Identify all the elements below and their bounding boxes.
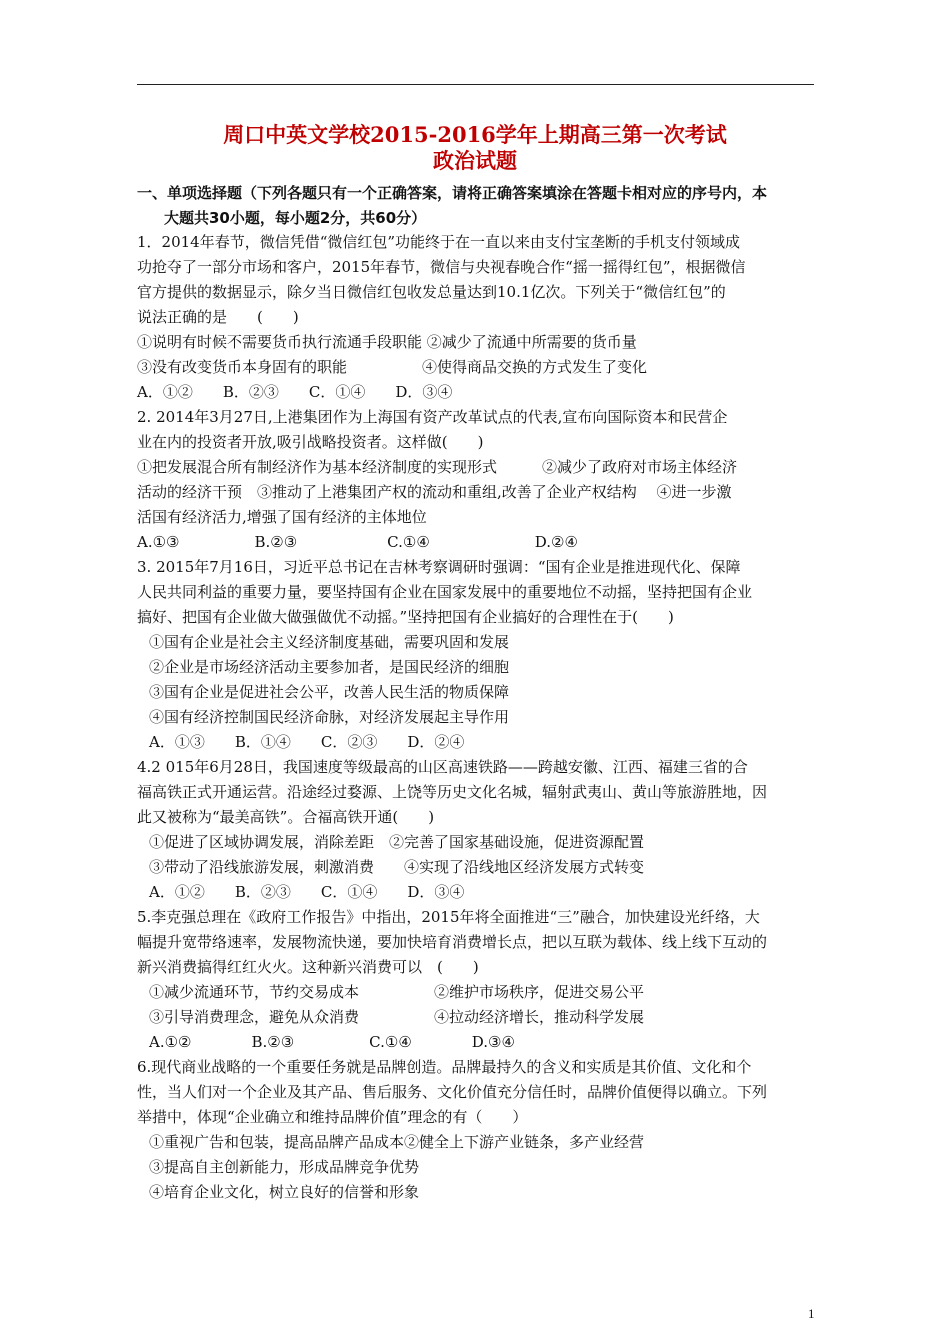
text-line: ①把发展混合所有制经济作为基本经济制度的实现形式 ②减少了政府对市场主体经济 xyxy=(137,458,738,476)
section-heading xyxy=(137,181,819,231)
text-line: A.①③ B.②③ C.①④ D.②④ xyxy=(137,533,578,551)
exam-subtitle: 政治试题 xyxy=(433,148,517,173)
text-line: 新兴消费搞得红红火火。这种新兴消费可以 ( ) xyxy=(137,958,479,976)
text-line: ③没有改变货币本身固有的职能 ④使得商品交换的方式发生了变化 xyxy=(137,358,648,376)
text-line: ①国有企业是社会主义经济制度基础，需要巩固和发展 xyxy=(149,633,510,651)
text-line: ②企业是市场经济活动主要参加者，是国民经济的细胞 xyxy=(149,658,510,676)
question-body xyxy=(137,230,817,1205)
text-line: 2. 2014年3月27日,上港集团作为上海国有资产改革试点的代表,宣布向国际资本和民营企 xyxy=(137,408,728,426)
text-line: 人民共同利益的重要力量，要坚持国有企业在国家发展中的重要地位不动摇，坚持把国有企业 xyxy=(137,583,753,601)
text-line: 功抢夺了一部分市场和客户，2015年春节，微信与央视春晚合作“摇一摇得红包”，根据微信 xyxy=(137,258,746,276)
text-line: 5.李克强总理在《政府工作报告》中指出，2015年将全面推进“三”融合，加快建设光纤络，大 xyxy=(137,908,760,926)
section-heading-line1: 一、单项选择题（下列各题只有一个正确答案，请将正确答案填涂在答题卡相对应的序号内，本 xyxy=(137,184,768,202)
text-line: 举措中，体现“企业确立和维持品牌价值”理念的有（ ） xyxy=(137,1108,528,1126)
text-line: ③提高自主创新能力，形成品牌竞争优势 xyxy=(149,1158,420,1176)
text-line: ①减少流通环节，节约交易成本 ②维护市场秩序，促进交易公平 xyxy=(149,983,645,1001)
text-line: ①促进了区域协调发展，消除差距 ②完善了国家基础设施，促进资源配置 xyxy=(149,833,645,851)
text-line: 活动的经济干预 ③推动了上港集团产权的流动和重组,改善了企业产权结构 ④进一步激 xyxy=(137,483,732,501)
text-line: 业在内的投资者开放,吸引战略投资者。这样做( ) xyxy=(137,433,484,451)
header-rule xyxy=(137,84,814,85)
text-line: 官方提供的数据显示，除夕当日微信红包收发总量达到10.1亿次。下列关于“微信红包”的 xyxy=(137,283,726,301)
text-line: 4.2 015年6月28日，我国速度等级最高的山区高速铁路——跨越安徽、江西、福建三省的合 xyxy=(137,758,748,776)
text-line: A．①② B．②③ C．①④ D．③④ xyxy=(149,883,465,901)
text-line: 搞好、把国有企业做大做强做优不动摇。”坚持把国有企业搞好的合理性在于( ) xyxy=(137,608,674,626)
text-line: 说法正确的是 ( ) xyxy=(137,308,299,326)
text-line: 6.现代商业战略的一个重要任务就是品牌创造。品牌最持久的含义和实质是其价值、文化和个 xyxy=(137,1058,752,1076)
text-line: 性，当人们对一个企业及其产品、售后服务、文化价值充分信任时，品牌价值便得以确立。下列 xyxy=(137,1083,768,1101)
text-line: 幅提升宽带络速率，发展物流快递，要加快培育消费增长点，把以互联为载体、线上线下互动的 xyxy=(137,933,768,951)
text-line: ③带动了沿线旅游发展，刺激消费 ④实现了沿线地区经济发展方式转变 xyxy=(149,858,645,876)
page-number: 1 xyxy=(808,1306,815,1321)
text-line: A．①③ B．①④ C．②③ D．②④ xyxy=(149,733,465,751)
text-line: ①说明有时候不需要货币执行流通手段职能 ②减少了流通中所需要的货币量 xyxy=(137,333,637,351)
text-line: A.①② B.②③ C.①④ D.③④ xyxy=(149,1033,515,1051)
text-line: 福高铁正式开通运营。沿途经过婺源、上饶等历史文化名城，辐射武夷山、黄山等旅游胜地，因 xyxy=(137,783,768,801)
text-line: ④国有经济控制国民经济命脉，对经济发展起主导作用 xyxy=(149,708,510,726)
text-line: 1．2014年春节，微信凭借“微信红包”功能终于在一直以来由支付宝垄断的手机支付领域成 xyxy=(137,233,741,251)
text-line: ③引导消费理念，避免从众消费 ④拉动经济增长，推动科学发展 xyxy=(149,1008,645,1026)
text-line: 3. 2015年7月16日，习近平总书记在吉林考察调研时强调：“国有企业是推进现代化、保障 xyxy=(137,558,741,576)
text-line: ④培育企业文化，树立良好的信誉和形象 xyxy=(149,1183,420,1201)
text-line: 此又被称为“最美高铁”。合福高铁开通( ) xyxy=(137,808,435,826)
text-line: ③国有企业是促进社会公平，改善人民生活的物质保障 xyxy=(149,683,510,701)
text-line: A．①② B．②③ C．①④ D．③④ xyxy=(137,383,453,401)
exam-title: 周口中英文学校2015-2016学年上期高三第一次考试 xyxy=(223,122,727,147)
text-line: ①重视广告和包装，提高品牌产品成本②健全上下游产业链条，多产业经营 xyxy=(149,1133,645,1151)
text-line: 活国有经济活力,增强了国有经济的主体地位 xyxy=(137,508,427,526)
section-heading-line2: 大题共30小题，每小题2分，共60分） xyxy=(164,209,427,227)
